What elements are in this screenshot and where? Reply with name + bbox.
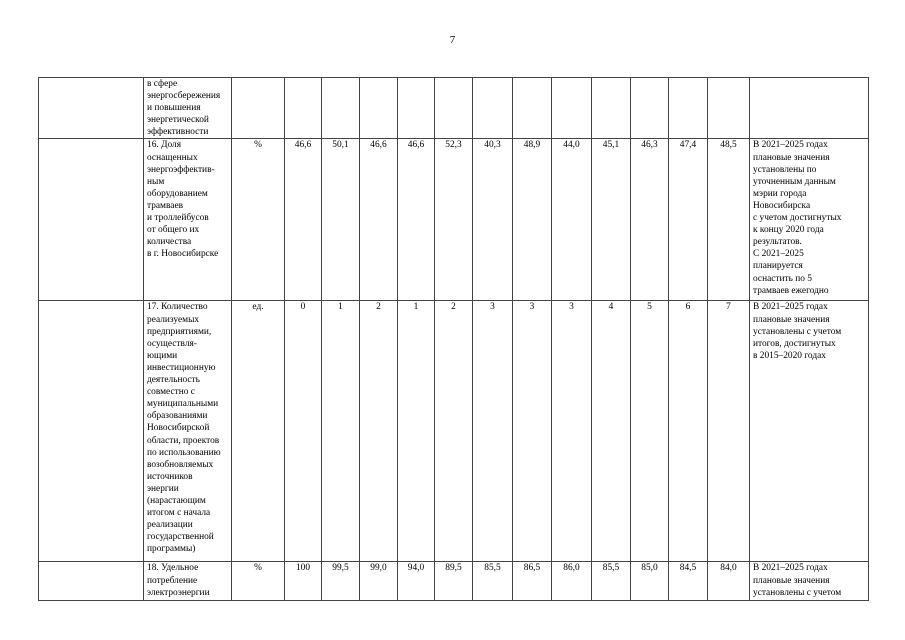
value-cell: 1: [322, 301, 360, 562]
value-cell: [398, 78, 435, 139]
value-cell: 85,5: [592, 562, 631, 601]
value-cell: [360, 78, 398, 139]
page-number: 7: [449, 34, 456, 46]
value-cell: 45,1: [592, 139, 631, 301]
value-cell: [708, 78, 750, 139]
value-cell: 46,3: [631, 139, 669, 301]
goal-cell: [39, 78, 144, 139]
note-cell: В 2021–2025 годах плановые значения установлены с учетом: [750, 562, 869, 601]
value-cell: 48,9: [513, 139, 552, 301]
indicator-name-cell: 18. Удельное потребление электроэнергии: [144, 562, 232, 601]
note-cell: В 2021–2025 годах плановые значения установлены по уточненным данным мэрии города Новосибирска с учетом достигнутых к концу 2020 года результатов. С 2021–2025 планируется оснастить по 5 трамваев ежегодно: [750, 139, 869, 301]
value-cell: 85,0: [631, 562, 669, 601]
value-cell: [473, 78, 513, 139]
value-cell: 3: [513, 301, 552, 562]
goal-cell: [39, 301, 144, 562]
value-cell: 2: [435, 301, 473, 562]
value-cell: 7: [708, 301, 750, 562]
indicators-table: [38, 77, 869, 601]
value-cell: [322, 78, 360, 139]
value-cell: [631, 78, 669, 139]
indicator-name-cell: 16. Доля оснащенных энергоэффектив- ным оборудованием трамваев и троллейбусов от общего их количества в г. Новосибирске: [144, 139, 232, 301]
value-cell: 94,0: [398, 562, 435, 601]
value-cell: 40,3: [473, 139, 513, 301]
value-cell: 85,5: [473, 562, 513, 601]
note-cell: [750, 78, 869, 139]
value-cell: 3: [552, 301, 592, 562]
value-cell: [669, 78, 708, 139]
value-cell: 89,5: [435, 562, 473, 601]
table-row: [39, 139, 869, 301]
unit-cell: %: [232, 139, 285, 301]
value-cell: 44,0: [552, 139, 592, 301]
table-row: [39, 562, 869, 601]
value-cell: 0: [285, 301, 322, 562]
value-cell: [285, 78, 322, 139]
value-cell: 99,5: [322, 562, 360, 601]
indicator-name-cell: 17. Количество реализуемых предприятиями, осуществля- ющими инвестиционную деятельность совместно с муниципальными образованиями Новосибирской области, проектов по использованию возобновляемых источников энергии (нарастающим итогом с начала реализации государственной программы): [144, 301, 232, 562]
value-cell: 47,4: [669, 139, 708, 301]
note-cell: В 2021–2025 годах плановые значения установлены с учетом итогов, достигнутых в 2015–2020 годах: [750, 301, 869, 562]
unit-cell: ед.: [232, 301, 285, 562]
value-cell: 84,5: [669, 562, 708, 601]
value-cell: 46,6: [398, 139, 435, 301]
table-row: [39, 301, 869, 562]
value-cell: 50,1: [322, 139, 360, 301]
table-row: [39, 78, 869, 139]
value-cell: [592, 78, 631, 139]
unit-cell: %: [232, 562, 285, 601]
value-cell: 46,6: [360, 139, 398, 301]
value-cell: 3: [473, 301, 513, 562]
value-cell: [513, 78, 552, 139]
value-cell: 48,5: [708, 139, 750, 301]
value-cell: 5: [631, 301, 669, 562]
value-cell: [552, 78, 592, 139]
value-cell: 84,0: [708, 562, 750, 601]
value-cell: 6: [669, 301, 708, 562]
value-cell: 86,0: [552, 562, 592, 601]
value-cell: 1: [398, 301, 435, 562]
indicator-name-cell: в сфере энергосбережения и повышения энергетической эффективности: [144, 78, 232, 139]
value-cell: 46,6: [285, 139, 322, 301]
unit-cell: [232, 78, 285, 139]
value-cell: 2: [360, 301, 398, 562]
value-cell: 100: [285, 562, 322, 601]
value-cell: 86,5: [513, 562, 552, 601]
value-cell: [435, 78, 473, 139]
goal-cell: [39, 139, 144, 301]
value-cell: 52,3: [435, 139, 473, 301]
value-cell: 99,0: [360, 562, 398, 601]
value-cell: 4: [592, 301, 631, 562]
goal-cell: [39, 562, 144, 601]
